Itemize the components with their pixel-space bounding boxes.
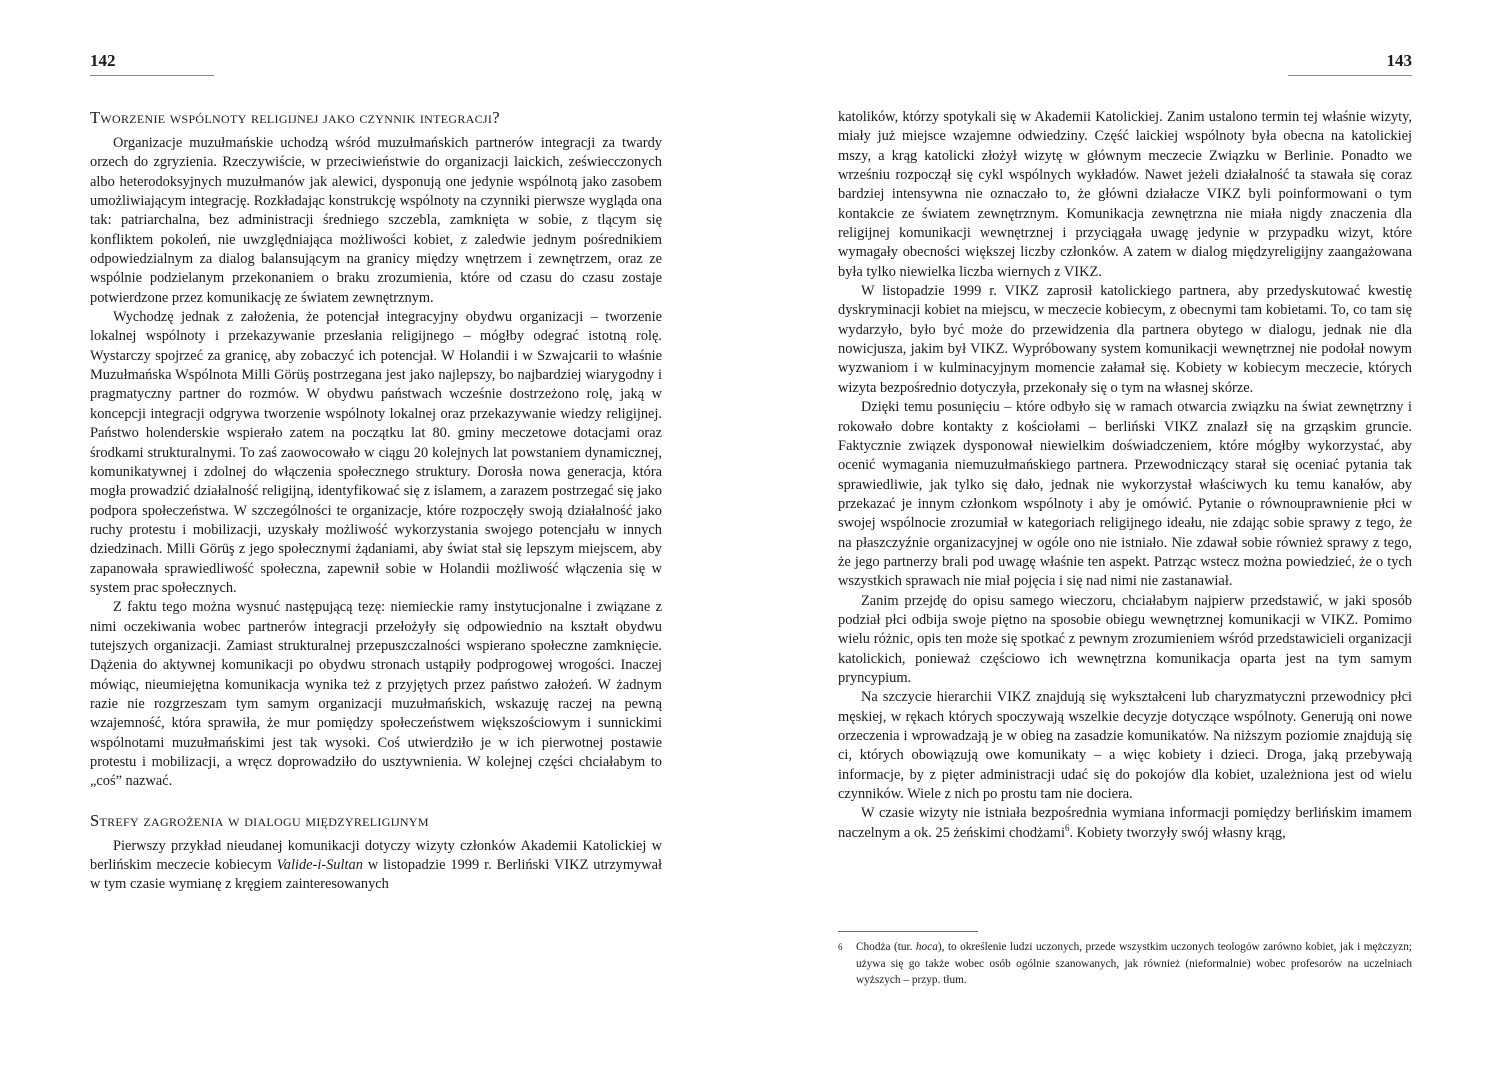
paragraph: Z faktu tego można wysnuć następującą tezę: niemieckie ramy instytucjonalne i związane z nimi oczekiwania wobec partnerów integracji przełożyły się odpowiednio na kształt obydwu tutejszych organizacji. Zamiast strukturalnej przepuszczalności wspierano społeczne zamknięcie. Dążenia do aktywnej komunikacji po obydwu stronach ustąpiły podprogowej wrogości. Inaczej mówiąc, nieumiejętna komunikacja wynika też z przyjętych przez państwo założeń. W żadnym razie nie rozgrzeszam tym samym organizacji muzułmańskich, wskazuję raczej na pewną wzajemność, która sprawiła, że mur pomiędzy społeczeństwem większościowym i sunnickimi wspólnotami muzułmańskimi jest tak wysoki. Coś utwierdziło je w ich pierwotnej postawie protestu i mobilizacji, a wręcz doprowadziło do usztywnienia. W kolejnej części chciałabym to „coś” nazwać.	[90, 599, 662, 790]
paragraph-text: W czasie wizyty nie istniała bezpośrednia wymiana informacji pomiędzy berlińskim imamem naczelnym a ok. 25 żeńskimi chodżami	[838, 805, 1412, 841]
footnote-term: hoca	[915, 941, 938, 953]
footnote-text: ), to określenie ludzi uczonych, przede wszystkim uczonych teologów zarówno kobiet, jak i mężczyzn; używa się go także wobec osób ogólnie szanowanych, jak również (nieformalnie) wobec profesorów na uczelniach wyższych – przyp. tłum.	[856, 941, 1413, 986]
paragraph: Na szczycie hierarchii VIKZ znajdują się wykształceni lub charyzmatyczni przewodnicy płci męskiej, w rękach których spoczywają wszelkie decyzje dotyczące wspólnoty. Generują oni nowe orzeczenia i wprowadzają je w obieg na zasadzie komunikatów. Na niższym poziomie znajdują się ci, których obowiązują owe komunikaty – a więc kobiety i dzieci. Droga, jaką przebywają informacje, by z pięter administracji udać się do pokojów dla kobiet, uzależniona jest od wielu czynników. Wiele z nich po prostu tam nie dociera.	[838, 689, 1412, 803]
page-body	[838, 108, 1412, 843]
section-heading: Strefy zagrożenia w dialogu międzyreligijnym	[90, 810, 429, 830]
page-number: 143	[1288, 50, 1412, 76]
section-heading: Tworzenie wspólnoty religijnej jako czynnik integracji?	[90, 108, 500, 127]
paragraph: Zanim przejdę do opisu samego wieczoru, chciałabym najpierw przedstawić, w jaki sposób podział płci odbija swoje piętno na sposobie obiegu wewnętrznej komunikacji w VIKZ. Pomimo wielu różnic, opis ten może się spotkać z pewnym zrozumieniem wśród przedstawicieli organizacji katolickich, ponieważ częściowo ich wewnętrzna komunikacja oparta jest na tym samym pryncypium.	[838, 592, 1412, 686]
page-body	[90, 107, 662, 895]
footnote	[838, 939, 1412, 989]
paragraph	[90, 837, 662, 895]
paragraph-text: Pierwszy przykład nieudanej komunikacji dotyczy wizyty członków Akademii Katolickiej w berlińskim meczecie kobiecym	[90, 837, 662, 874]
footnote-number: 6	[838, 942, 843, 952]
paragraph-text: w listopadzie 1999 r. Berliński VIKZ utrzymywał w tym czasie wymianę z kręgiem zainteresowanych	[90, 857, 663, 893]
footnote-text: Chodża (tur.	[856, 941, 916, 953]
mosque-name: Valide-i-Sultan	[276, 857, 363, 874]
paragraph-continued: katolików, którzy spotykali się w Akademii Katolickiej. Zanim ustalono termin tej właśnie wizyty, miały już miejsce wzajemne odwiedziny. Część laickiej wspólnoty była obecna na katolickiej mszy, a krąg katolicki złożył wizytę w głównym meczecie Związku w Berlinie. Ponadto we wrześniu rozpoczął się cykl wspólnych wykładów. Nawet jeżeli działalność ta stawała się coraz bardziej intensywna nie oznaczało to, że główni działacze VIKZ byli poinformowani o tym kontakcie ze światem zewnętrznym. Komunikacja zewnętrzna nie miała nigdy znaczenia dla religijnej komunikacji wewnętrznej i przyciągała uwagę jedynie w przypadku wizyt, które wymagały obecności większej liczby członków. A zatem w dialog międzyreligijny zaangażowana była tylko niewielka liczba wiernych z VIKZ.	[838, 109, 1412, 280]
left-page	[90, 0, 662, 1072]
footnote-divider	[838, 931, 978, 932]
right-page	[838, 0, 1412, 1072]
paragraph-text: . Kobiety tworzyły swój własny krąg,	[1069, 824, 1286, 841]
paragraph	[838, 804, 1412, 843]
page-number: 142	[90, 50, 214, 76]
paragraph: Organizacje muzułmańskie uchodzą wśród muzułmańskich partnerów integracji za twardy orzech do zgryzienia. Rzeczywiście, w przeciwieństwie do organizacji laickich, zeświecczonych albo heterodoksyjnych muzułmanów jak alewici, dysponują one jedynie wspólnotą jako zasobem umożliwiającym integrację. Rozkładając konstrukcję wspólnoty na czynniki pierwsze wygląda ona tak: patriarchalna, bez administracji średniego szczebla, zamknięta w sobie, z tlącym się konfliktem pokoleń, nie uwzględniająca możliwości kobiet, z zaledwie jednym pośrednikiem odpowiedzialnym za dialog balansującym na granicy między wnętrzem i zewnętrzem, oraz ze wspólnie podzielanym przekonaniem o braku zrozumienia, które od czasu do czasu zostaje potwierdzone przez komunikację ze światem zewnętrznym.	[90, 135, 662, 306]
paragraph: W listopadzie 1999 r. VIKZ zaprosił katolickiego partnera, aby przedyskutować kwestię dyskryminacji kobiet na miejscu, w meczecie kobiecym, z obecnymi tam kobietami. To, co tam się wydarzyło, było być może do przewidzenia dla partnera obytego w dialogu, jednak nie dla nowicjusza, jakim był VIKZ. Wypróbowany system komunikacji wewnętrznej nie podołał nowym wyzwaniom i w kulminacyjnym momencie załamał się. Kobiety w kobiecym meczecie, których wizyta bezpośrednio dotyczyła, przekonały się o tym na własnej skórze.	[838, 283, 1412, 396]
footnote-reference: 6	[1064, 822, 1070, 833]
paragraph: Wychodzę jednak z założenia, że potencjał integracyjny obydwu organizacji – tworzenie lokalnej wspólnoty i przekazywanie przesłania religijnego – mógłby odegrać istotną rolę. Wystarczy spojrzeć za granicę, aby zobaczyć ich potencjał. W Holandii i w Szwajcarii to właśnie Muzułmańska Wspólnota Milli Görüş postrzegana jest jako najlepszy, bo najbardziej wiarygodny i pragmatyczny partner do rozmów. W obydwu państwach wcześnie dostrzeżono rolę, jaką w koncepcji integracji odgrywa tworzenie wspólnoty lokalnej oraz przekazywanie wiedzy religijnej. Państwo holenderskie wspierało zatem na początku lat 80. gminy meczetowe dotacjami oraz środkami strukturalnymi. To zaś zaowocowało w ciągu 20 kolejnych lat powstaniem dynamicznej, komunikatywnej i zdolnej do włączenia społecznego struktury. Dorosła nowa generacja, która mogła prowadzić działalność religijną, identyfikować się z islamem, a zarazem postrzegać się jako podpora społeczeństwa. W szczególności te organizacje, które rozpoczęły swoją działalność jako ruchy protestu i mobilizacji, uzyskały możliwość wykorzystania swojego potencjału w innych dziedzinach. Milli Görüş z jego społecznymi żądaniami, aby świat stał się lepszym miejscem, aby zapanowała sprawiedliwość społeczna, zapewnił sobie w Holandii możliwość włączenia się w system prac społecznych.	[90, 309, 662, 596]
paragraph: Dzięki temu posunięciu – które odbyło się w ramach otwarcia związku na świat zewnętrzny i rokowało dobre kontakty z kościołami – berliński VIKZ znalazł się na grząskim gruncie. Faktycznie związek dysponował niewielkim doświadczeniem, które mógłby wykorzystać, aby ocenić wymagania niemuzułmańskiego partnera. Przewodniczący starał się oceniać pytania tak sprawiedliwie, jak tylko się dało, jednak nie wykorzystał właściwych ku temu kanałów, aby przekazać je innym członkom wspólnoty i aby je omówić. Pytanie o równouprawnienie płci w swojej wspólnocie zrozumiał w kategoriach religijnego ideału, nie zdając sobie sprawy z tego, że na płaszczyźnie organizacyjnej w ogóle ono nie istniało. Nie zdawał sobie również sprawy z tego, że jego partnerzy brali pod uwagę właśnie ten aspekt. Patrząc wstecz można powiedzieć, że o tych wszystkich sprawach nie miał pojęcia i się nad nimi nie zastanawiał.	[838, 399, 1412, 590]
